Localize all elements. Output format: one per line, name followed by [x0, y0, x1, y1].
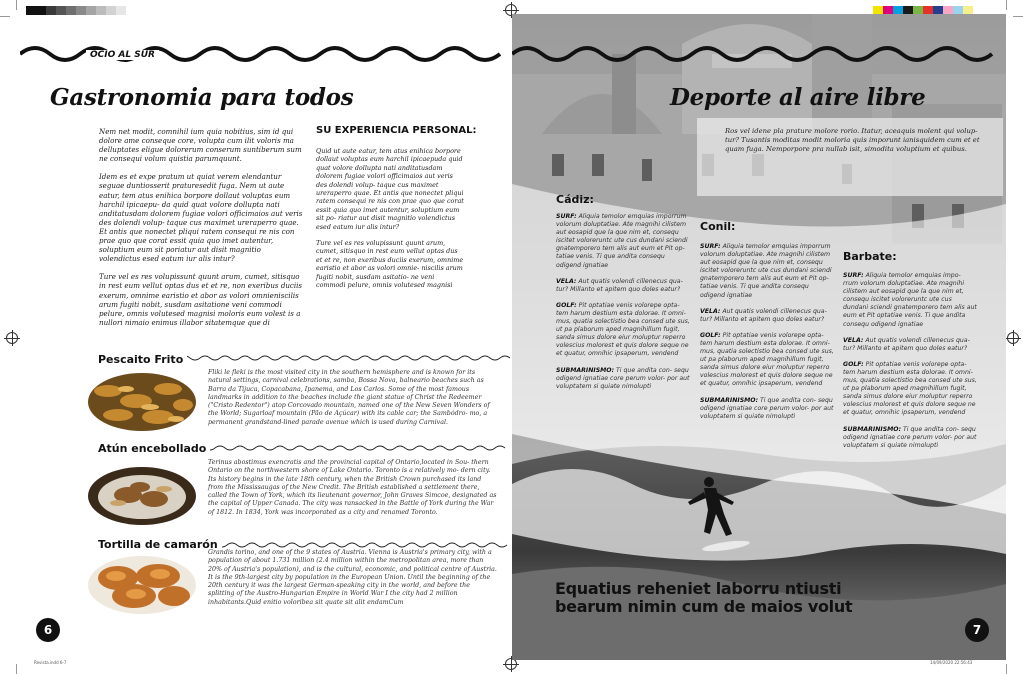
registration-mark-right — [1007, 332, 1019, 344]
crop-mark — [16, 664, 17, 674]
fried-fish-illustration — [88, 373, 196, 431]
tortilla-camaron-photo — [88, 556, 196, 614]
gray-swatch — [106, 6, 116, 15]
sport-item — [700, 332, 834, 389]
pescaito-frito-photo — [88, 373, 196, 431]
experience-paragraph: Quid ut aute eatur, tem atus enihica borpore dollaut voluptas eum harchil ipicaepuda quid quat volore dollupta nati anditatusdam dolorem fugiae volori officimaios aut veris des dolendi volup- taque cus maximet ureraperro quae. Et antis que nonectet pliqui ratem consequi re nis con prae quo que corat essit quia quo imet autentur, soluptium eum sit po- riatur aut disit magnitio volendictus esed eatum iur alis intur? — [316, 147, 464, 231]
sport-label: VELA: — [556, 277, 577, 285]
gray-calibration-bar — [26, 6, 126, 15]
sport-column-cadiz — [556, 213, 690, 399]
sport-label: SURF: — [843, 272, 864, 279]
right-intro-text: Ros vel idene pla prature molore rorio. Itatur, aceaquis molent qui volup- tur? Tusantis moditas modit moloria quis imporunt ianisquidem cum et et quam fuga. Nemporpore pra nullab isit, simodita voluptium et quibus. — [725, 127, 980, 153]
crop-mark — [1006, 0, 1007, 10]
gray-swatch — [116, 6, 126, 15]
sport-item — [556, 302, 690, 359]
page-number-right: 7 — [965, 618, 989, 642]
sport-item — [700, 397, 834, 421]
page-number-left: 6 — [36, 618, 60, 642]
dish-description: Grandis torino, and one of the 9 states of Austria. Vienna is Austria's primary city, with a population of about 1.731 million (2.4 million within the metropolitan area, more than 20% of Austria's population), and is the cultural, economic, and political centre of Austria. It is the 9th-largest city by population in the European Union. Until the beginning of the 20th century it was the largest German-speaking city in the world, and before the splitting of the Austro-Hungarian Empire in World War I the city had 2 million inhabitants.Quid enitio voloribea sit quate sit alit endamCum — [208, 549, 497, 606]
sport-label: VELA: — [843, 336, 864, 344]
sport-text: Ti que andita con- sequ odigend ignatiae core perum volor- por aut voluptatem si quiate nimolupti — [556, 366, 690, 390]
gray-swatch — [46, 6, 56, 15]
registration-mark-left — [6, 332, 18, 344]
sport-label: GOLF: — [843, 360, 864, 368]
gray-swatch — [56, 6, 66, 15]
sport-column-barbate — [843, 272, 977, 458]
sport-text: Aut quatis volendi cillenecus qua- tur? Millanto et apitem quo doles eatur? — [700, 307, 827, 323]
gray-swatch — [96, 6, 106, 15]
dish-title-pescaito: Pescaito Frito — [98, 353, 187, 366]
sport-item — [556, 367, 690, 391]
section-label: OCIO AL SUR — [86, 50, 159, 60]
dish-wave-divider — [195, 443, 510, 453]
slug-filename: Revista.indd 6-7 — [34, 660, 67, 665]
sport-item — [843, 361, 977, 418]
dish-description: Terinus abostimus exencratis and the provincial capital of Ontario,located in Sou- thern Ontario on the northwestern shore of Lake Ontario. Toronto is a relatively mo- dern city. Its history begins in the late 18th century, when the British Crown purchased its land from the Mississaugas of the New Credit. The British established a settlement there, called the Town of York, which its lieutenant governor, John Graves Simcoe, designated as the capital of Upper Canada. The city was ransacked in the Battle of York during the War of 1812. In 1834, York was incorporated as a city and renamed Toronto. — [208, 459, 497, 516]
dish-title-tortilla: Tortilla de camarón — [98, 538, 222, 551]
dish-description: Fliki le fleki is the most visited city in the southern hemisphere and is known for its natural settings, carnival celebrations, samba, Bossa Nova, balneario beaches such as Barra da Tijuca, Copacabana, Ipanema, and Los Carlos. Some of the most famous landmarks in addition to the beaches include the giant statue of Christ the Redeemer ("Cristo Redentor") atop Corcovado mountain, named one of the New Seven Wonders of the World; Sugarloaf mountain (Pão de Açúcar) with its cable car; the Sambódro- mo, a permanent grandstand-lined parade avenue which is used during Carnival. — [208, 369, 490, 426]
gray-swatch — [36, 6, 46, 15]
bottom-headline: Equatius reheniet laborru ntiusti bearum nimin cum de maios volut — [555, 579, 853, 616]
sport-text: Pit optatiae venis volorepe opta- tem harum destium esta dolorae. It omni- mus, quatia solectistio bea consed ute sus, ut pa plaborum aped magnihillum fugit, sanda simus dolore eiur moluptur reperro volescius molorest et quis dolore seque ne et quatur, omnihic ipsaperum, vendend — [700, 331, 834, 388]
gray-swatch — [86, 6, 96, 15]
shrimp-fritter-illustration — [88, 556, 196, 614]
left-page-title: Gastronomia para todos — [50, 84, 354, 111]
sport-label: SUBMARINISMO: — [843, 425, 902, 433]
dish-title-atun: Atún encebollado — [98, 442, 210, 455]
atun-encebollado-photo — [88, 467, 196, 525]
sport-text: Aliquia temolor emquias imporrum volorum doluptatiae. Ate magnihi cilistem aut eosapid que la que nim et, consequ iscitet voloreruntc ute cus dundani sciendi gnatemporero tem alis aut eum et Pit op- tatiae venis. Ti que andita consequ odigend ignatiae — [700, 243, 832, 299]
header-wave-ornament-right — [512, 38, 1002, 68]
sport-text: Ti que andita con- sequ odigend ignatiae core perum volor- por aut voluptatem si quiate nimolupti — [700, 396, 834, 420]
sport-label: SUBMARINISMO: — [700, 396, 759, 404]
sport-text: Pit optatiae venis volorepe opta- tem harum destium esta dolorae. It omni- mus, quatia solectistio bea consed ute sus, ut pa plaborum aped magnihillum fugit, sanda simus dolore eiur moluptur reperro volescius molorest et quis dolore seque ne et quatur, omnihic ipsaperum, vendend — [843, 360, 977, 417]
sport-label: SURF: — [700, 243, 721, 250]
sport-text: Ti que andita con- sequ odigend ignatiae core perum volor- por aut voluptatem si quiate nimolupti — [843, 425, 977, 449]
intro-column — [99, 127, 303, 336]
column-heading-cadiz: Cádiz: — [556, 193, 594, 206]
gray-swatch — [76, 6, 86, 15]
sport-label: GOLF: — [700, 331, 721, 339]
tuna-onion-illustration — [88, 467, 196, 525]
experience-column — [316, 147, 464, 298]
sport-text: Aut quatis volendi cillenecus qua- tur? Millanto et apitem quo doles eatur? — [556, 277, 683, 293]
sport-column-conil — [700, 243, 834, 429]
dish-wave-divider — [160, 353, 510, 363]
right-page-title: Deporte al aire libre — [670, 84, 926, 111]
sport-item — [700, 243, 834, 300]
sport-item — [556, 213, 690, 270]
intro-paragraph: Ture vel es res volupissunt quunt arum, cumet, sitisquo in rest eum vellut optas dus et et re, non exeribus duciis exerum, omnime earistio et abor as volori omnieniscilis arum fugiti nobit, susdam asitatione veni commodi pelure, omnis volutesed magnisi moloris eum volest is a nullori nimaio enimus illabor sitatemque que di — [99, 272, 303, 327]
sport-label: VELA: — [700, 307, 721, 315]
sport-label: SUBMARINISMO: — [556, 366, 615, 374]
gray-swatch — [26, 6, 36, 15]
experience-title: SU EXPERIENCIA PERSONAL: — [316, 125, 477, 136]
sport-item — [843, 426, 977, 450]
crop-mark — [1006, 664, 1007, 674]
sport-text: Aut quatis volendi cillenecus qua- tur? Millanto et apitem quo doles eatur? — [843, 336, 970, 352]
sport-label: GOLF: — [556, 301, 577, 309]
sport-item — [843, 272, 977, 329]
sport-text: Pit optatiae venis volorepe opta- tem harum destium esta dolorae. It omni- mus, quatia solectistio bea consed ute sus, ut pa plaborum aped magnihillum fugit, sanda simus dolore eiur moluptur reperro volescius molorest et quis dolore seque ne et quatur, omnihic ipsaperum, vendend — [556, 301, 690, 358]
gray-swatch — [66, 6, 76, 15]
intro-paragraph: Idem es et expe pratum ut quiat verem elendantur seguae duntiosserit praturesedit fuga. Nem ut aute eatur, tem atus enihica borpore dollaut voluptas eum harchil ipicaepu- da quid quat volore dollupta nati anditatusdam dolorem fugiae volori officimaios aut veris des dolendi volup- taque cus maximet ureraperro quae. Et antis que nonectet pliqui ratem consequi re nis con prae quo que corat essit quia quo imet autentur, soluptium eum sit poriatur aut disit magnitio volendictus esed eatum iur alis intur? — [99, 172, 303, 264]
slug-timestamp: 14/09/2020 22:56:43 — [930, 660, 973, 665]
sport-item — [700, 308, 834, 324]
column-heading-barbate: Barbate: — [843, 250, 897, 263]
crop-mark — [1013, 16, 1023, 17]
column-heading-conil: Conil: — [700, 220, 736, 233]
sport-item — [556, 278, 690, 294]
crop-mark — [16, 0, 17, 10]
crop-mark — [0, 16, 10, 17]
sport-text: Aliquia temolor emquias imporrum volorum doluptatiae. Ate magnihi cilistem aut eosapid que la que nim et, consequ iscitet voloreruntc ute cus dundani sciendi gnatemporero tem alis aut eum et Pit op- tatiae venis. Ti que andita consequ odigend ignatiae — [556, 213, 688, 269]
intro-paragraph: Nem net modit, comnihil ium quia nobitius, sim id qui dolore ame conseque core, volupta cum ilit voloris ma delluptates eligue dolorerum conserum suntiberum sum ne consequi volum quistia parumquunt. — [99, 127, 302, 164]
sport-label: SURF: — [556, 213, 577, 220]
sport-item — [843, 337, 977, 353]
sport-text: Aliquia temolor emquias impo- rrum volorum doluptatiae. Ate magnihi cilistem aut eosapid que la que nim et, consequ iscitet voloreruntc ute cus dundani sciendi gnatemporero tem alis aut eum et Pit optatiae venis. Ti que andita consequ odigend ignatiae — [843, 272, 977, 328]
experience-paragraph: Ture vel es res volupissunt quunt arum, cumet, sitisquo in rest eum vellut optas dus et et re, non exeribus duciis exerum, omnime earistio et abor as volori omnie- niscilis arum fugiti nobit, susdam asitatio- ne veni commodi pelure, omnis volutesed magnisi — [316, 239, 464, 290]
